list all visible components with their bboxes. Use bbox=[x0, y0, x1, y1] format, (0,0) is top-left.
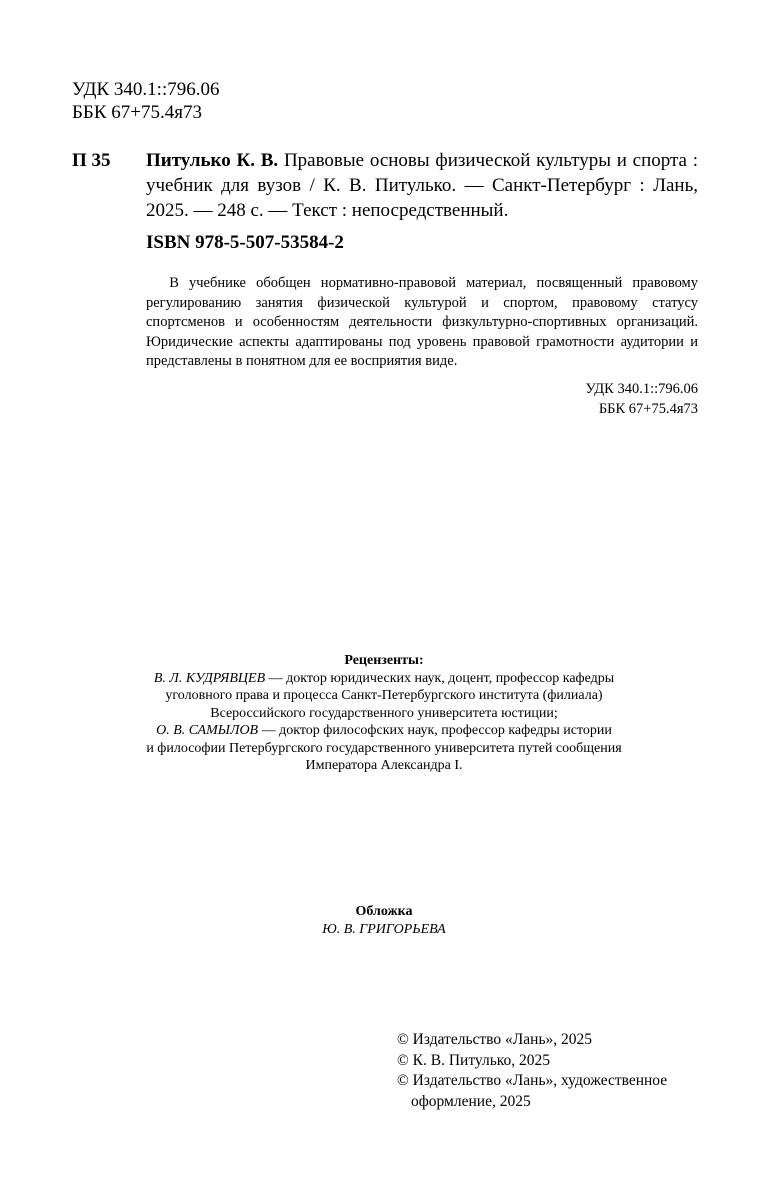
cover-credit bbox=[84, 903, 684, 938]
reviewer-affiliation: Императора Александра I. bbox=[305, 758, 463, 773]
classification-footer bbox=[460, 380, 698, 419]
reviewer-credentials: — доктор юридических наук, доцент, профессор кафедры bbox=[265, 670, 615, 686]
copyright-block bbox=[397, 1030, 717, 1112]
reviewer-affiliation: уголовного права и процесса Санкт-Петербургского института (филиала) bbox=[165, 688, 603, 703]
cover-designer: Ю. В. ГРИГОРЬЕВА bbox=[322, 921, 446, 937]
bibliographic-description bbox=[146, 148, 698, 223]
reviewer-name: В. Л. КУДРЯВЦЕВ bbox=[153, 670, 266, 686]
reviewer bbox=[84, 670, 684, 723]
description-text: Правовые основы физической культуры и спорта : учебник для вузов / К. В. Питулько. — Санкт-Петербург : Лань, 2025. — 248 с. — Текст : непосредственный. bbox=[146, 150, 698, 221]
udk-code-repeat: УДК 340.1::796.06 bbox=[585, 381, 698, 397]
isbn: ISBN 978-5-507-53584-2 bbox=[146, 232, 344, 253]
copyright-line: © Издательство «Лань», 2025 bbox=[397, 1031, 593, 1048]
reviewer-affiliation: и философии Петербургского государственного университета путей сообщения bbox=[146, 740, 622, 756]
udk-code: УДК 340.1::796.06 bbox=[72, 79, 220, 100]
catalog-entry bbox=[72, 148, 698, 223]
author-name: Питулько К. В. bbox=[146, 150, 279, 171]
classification-header bbox=[72, 78, 219, 124]
copyright-line: © Издательство «Лань», художественное оформление, 2025 bbox=[397, 1072, 668, 1110]
author-mark: П 35 bbox=[72, 150, 111, 171]
reviewer-line bbox=[84, 722, 684, 740]
bbk-code-repeat: ББК 67+75.4я73 bbox=[598, 400, 698, 417]
reviewer-line bbox=[84, 670, 684, 688]
reviewer bbox=[84, 722, 684, 775]
annotation: В учебнике обобщен нормативно-правовой материал, посвященный правовому регулированию занятия физической культурой и спортом, правовому статусу спортсменов и особенностям деятельности физкультурно-спортивных организаций. Юридические аспекты адаптированы под уровень правовой грамотности аудитории и представлены в понятном для ее восприятия виде. bbox=[146, 275, 698, 369]
reviewer-credentials: — доктор философских наук, профессор кафедры истории bbox=[258, 723, 612, 738]
reviewer-affiliation: Всероссийского государственного университета юстиции; bbox=[210, 705, 558, 721]
reviewers-section bbox=[84, 652, 684, 775]
copyright-line: © К. В. Питулько, 2025 bbox=[397, 1051, 551, 1069]
reviewer-name: О. В. САМЫЛОВ bbox=[156, 723, 259, 738]
bbk-code: ББК 67+75.4я73 bbox=[72, 102, 202, 123]
reviewers-title: Рецензенты: bbox=[344, 653, 424, 668]
cover-title: Обложка bbox=[355, 904, 413, 919]
